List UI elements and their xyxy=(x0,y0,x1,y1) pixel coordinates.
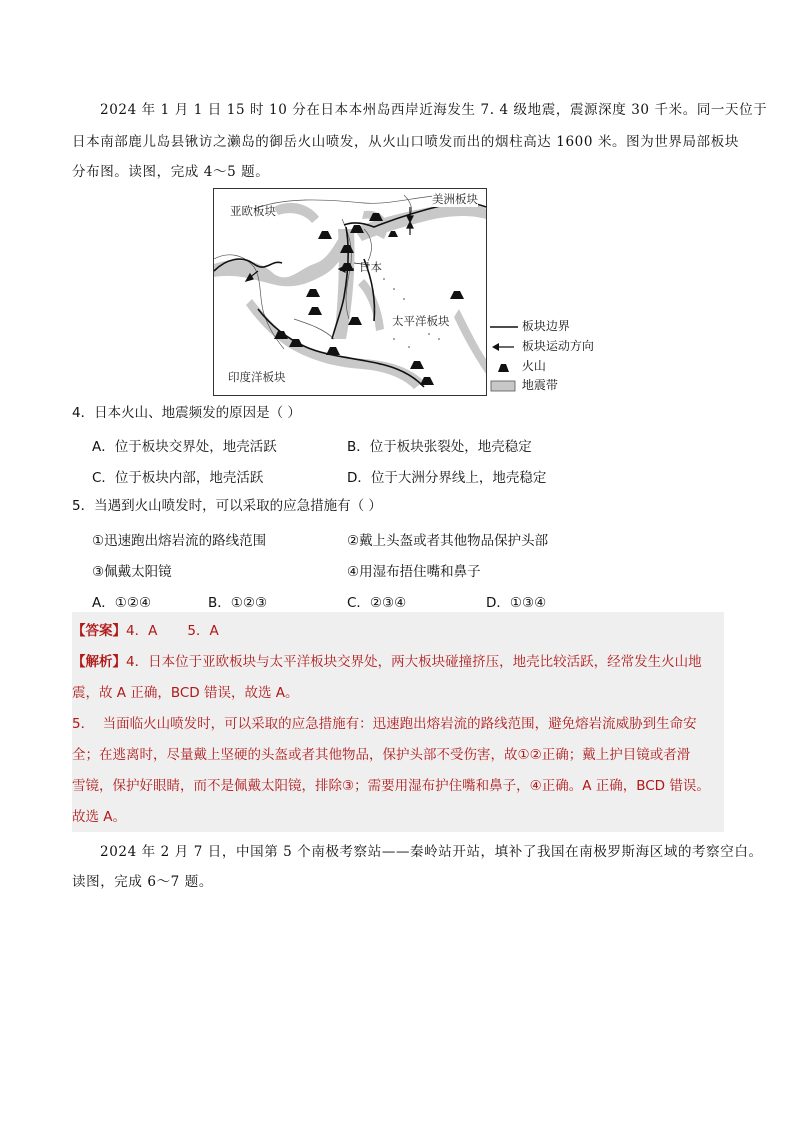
answer-line xyxy=(72,622,219,640)
quake-zone-swatch-icon xyxy=(490,380,518,392)
volcano-icon xyxy=(490,361,518,373)
legend-quake-zone-label: 地震带 xyxy=(521,378,558,392)
q4-option-d: D．位于大洲分界线上，地壳稳定 xyxy=(347,470,547,486)
intro2-line-2: 读图，完成 6～7 题。 xyxy=(72,874,213,890)
intro-line-3: 分布图。读图，完成 4～5 题。 xyxy=(72,164,270,180)
q5-option-a: A．①②④ xyxy=(92,595,152,611)
plate-map-drawing xyxy=(214,189,486,395)
q5-statement-2: ②戴上头盔或者其他物品保护头部 xyxy=(347,533,549,549)
q5-option-d: D．①③④ xyxy=(486,595,547,611)
analysis-line-3: 5． 当面临火山喷发时，可以采取的应急措施有：迅速跑出熔岩流的路线范围，避免熔岩流威胁到生命安 xyxy=(72,716,697,732)
legend-direction-label: 板块运动方向 xyxy=(521,339,594,353)
analysis-line-5: 雪镜，保护好眼睛，而不是佩戴太阳镜，排除③；需要用湿布护住嘴和鼻子，④正确。A 正确，BCD 错误。 xyxy=(72,778,710,794)
label-pacific-plate: 太平洋板块 xyxy=(392,314,450,328)
q5-option-c: C．②③④ xyxy=(347,595,407,611)
analysis-text-1: 4．日本位于亚欧板块与太平洋板块交界处，两大板块碰撞挤压，地壳比较活跃，经常发生火山地 xyxy=(126,654,702,670)
q4-option-a: A．位于板块交界处，地壳活跃 xyxy=(92,439,277,455)
intro-line-2: 日本南部鹿儿岛县锹访之濑岛的御岳火山喷发，从火山口喷发而出的烟柱高达 1600 米。图为世界局部板块 xyxy=(72,134,739,150)
label-indian-plate: 印度洋板块 xyxy=(228,370,286,384)
q5-statement-4: ④用湿布捂住嘴和鼻子 xyxy=(347,564,481,580)
legend-quake-zone xyxy=(490,376,558,393)
earthquake-zones xyxy=(214,203,486,389)
intro2-line-1: 2024 年 2 月 7 日，中国第 5 个南极考察站——秦岭站开站，填补了我国在南极罗斯海区域的考察空白。 xyxy=(100,844,763,860)
legend-direction xyxy=(490,337,594,354)
legend-boundary-label: 板块边界 xyxy=(521,319,570,333)
q5-stem: 5．当遇到火山喷发时，可以采取的应急措施有（ ） xyxy=(72,498,382,514)
q4-option-c: C．位于板块内部，地壳活跃 xyxy=(92,470,264,486)
intro-line-1: 2024 年 1 月 1 日 15 时 10 分在日本本州岛西岸近海发生 7. 4 级地震，震源深度 30 千米。同一天位于 xyxy=(100,102,768,118)
arrow-left-icon xyxy=(490,342,518,352)
analysis-line-2: 震，故 A 正确，BCD 错误，故选 A。 xyxy=(72,685,299,701)
legend-boundary xyxy=(490,317,570,334)
boundary-line-icon xyxy=(490,322,518,332)
label-american-plate: 美洲板块 xyxy=(432,192,478,206)
analysis-line-6: 故选 A。 xyxy=(72,809,127,825)
q4-option-b: B．位于板块张裂处，地壳稳定 xyxy=(347,439,532,455)
q4-stem: 4．日本火山、地震频发的原因是（ ） xyxy=(72,405,301,421)
answer-text: 4．A 5．A xyxy=(126,623,219,639)
legend-volcano xyxy=(490,357,546,374)
label-eurasian-plate: 亚欧板块 xyxy=(230,204,276,218)
q5-option-b: B．①②③ xyxy=(208,595,268,611)
analysis-tag: 【解析】 xyxy=(72,654,126,670)
legend-volcano-label: 火山 xyxy=(521,359,546,373)
q5-statement-3: ③佩戴太阳镜 xyxy=(92,564,172,580)
analysis-line-4: 全；在逃离时，尽量戴上坚硬的头盔或者其他物品，保护头部不受伤害，故①②正确；戴上护目镜或者滑 xyxy=(72,747,691,763)
label-japan: 日本 xyxy=(359,260,382,274)
plate-map xyxy=(213,188,487,396)
q5-statement-1: ①迅速跑出熔岩流的路线范围 xyxy=(92,533,267,549)
answer-tag: 【答案】 xyxy=(72,623,126,639)
analysis-line-1 xyxy=(72,653,702,671)
